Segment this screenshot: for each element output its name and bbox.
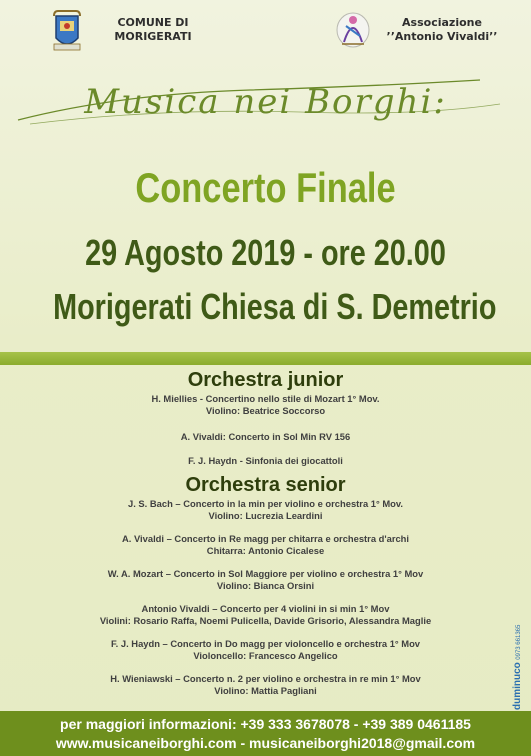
item-piece: H. Wieniawski – Concerto n. 2 per violino e orchestra in re min 1° Mov <box>110 673 421 684</box>
item-performer: Violino: Lucrezia Leardini <box>208 510 323 521</box>
item-piece: F. J. Haydn – Concerto in Do magg per violoncello e orchestra 1° Mov <box>110 638 421 649</box>
item-performer: Violino: Mattia Pagliani <box>214 685 317 696</box>
item-performer: Violino: Beatrice Soccorso <box>205 405 326 416</box>
vivaldi-association-logo-icon <box>334 6 372 50</box>
program-item <box>0 533 531 557</box>
header <box>0 0 531 70</box>
program-item <box>0 498 531 522</box>
item-piece: A. Vivaldi – Concerto in Re magg per chitarra e orchestra d'archi <box>121 533 410 544</box>
comune-line2: MORIGERATI <box>114 30 192 43</box>
item-piece: H. Miellies - Concertino nello stile di Mozart 1° Mov. <box>151 393 380 404</box>
program-item <box>0 393 531 417</box>
concert-title: Concerto Finale <box>135 164 396 211</box>
printer-logo <box>512 600 526 710</box>
printer-logo-text <box>512 600 526 710</box>
comune-line1: COMUNE DI <box>117 16 189 29</box>
municipal-crest-icon <box>48 8 86 54</box>
item-performer: Chitarra: Antonio Cicalese <box>206 545 325 556</box>
footer-web: www.musicaneiborghi.com - musicaneiborghi2018@gmail.com <box>55 735 476 751</box>
program-item <box>0 431 531 443</box>
item-performer: Violini: Rosario Raffa, Noemi Pulicella, Davide Grisorio, Alessandra Maglie <box>99 615 432 626</box>
association-label <box>378 16 506 44</box>
program-item <box>0 673 531 697</box>
item-piece: A. Vivaldi: Concerto in Sol Min RV 156 <box>180 431 351 442</box>
item-piece: Antonio Vivaldi – Concerto per 4 violini in si min 1° Mov <box>141 603 390 614</box>
program <box>0 366 531 697</box>
printer-name: duminuco <box>512 662 523 710</box>
section-title-senior: Orchestra senior <box>185 474 346 496</box>
location: Morigerati Chiesa di S. Demetrio <box>53 286 497 327</box>
association-line2: ’’Antonio Vivaldi’’ <box>386 30 498 43</box>
item-performer: Violino: Bianca Orsini <box>216 580 315 591</box>
section-title-junior: Orchestra junior <box>187 369 344 391</box>
association-line1: Associazione <box>402 16 482 29</box>
script-title: Musica nei Borghi: <box>84 82 447 122</box>
printer-phone: 0973 661365 <box>516 624 522 660</box>
program-item <box>0 603 531 627</box>
program-item <box>0 455 531 467</box>
item-piece: F. J. Haydn - Sinfonia dei giocattoli <box>188 455 343 466</box>
date-time: 29 Agosto 2019 - ore 20.00 <box>85 232 446 273</box>
item-piece: J. S. Bach – Concerto in la min per violino e orchestra 1° Mov. <box>127 498 403 509</box>
footer <box>0 711 531 756</box>
divider-bar <box>0 352 531 365</box>
footer-info: per maggiori informazioni: +39 333 3678078 - +39 389 0461185 <box>60 716 471 732</box>
program-item <box>0 568 531 592</box>
comune-label <box>98 16 208 44</box>
item-piece: W. A. Mozart – Concerto in Sol Maggiore per violino e orchestra 1° Mov <box>107 568 424 579</box>
program-item <box>0 638 531 662</box>
item-performer: Violoncello: Francesco Angelico <box>193 650 338 661</box>
